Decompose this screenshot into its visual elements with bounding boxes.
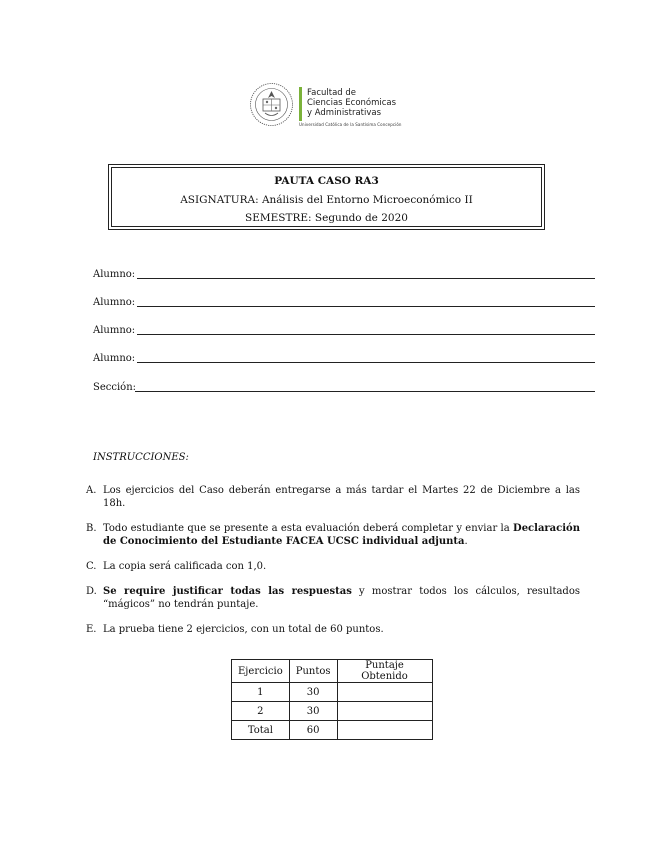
instruction-marker: B. [86,523,97,534]
logo-accent-bar [299,87,302,121]
faculty-logo [249,82,419,132]
instructions-list [86,484,580,648]
exercise-cell: 1 [232,683,290,702]
score-cell[interactable] [337,721,432,740]
student-name-line[interactable] [137,278,595,279]
student-name-line[interactable] [137,362,595,363]
student-field-2 [93,294,595,308]
points-cell: 60 [289,721,337,740]
instruction-text: Todo estudiante que se presente a esta evaluación deberá completar y enviar la [103,523,514,534]
points-cell: 30 [289,702,337,721]
subject-line: ASIGNATURA: Análisis del Entorno Microeconómico II [180,194,473,206]
instruction-text: Los ejercicios del Caso deberán entregarse a más tardar el Martes 22 de Diciembre a las 18h. [103,485,580,509]
instruction-item [86,560,580,573]
exam-title: PAUTA CASO RA3 [274,175,379,187]
student-field-label: Alumno: [93,353,136,364]
table-row [232,721,433,740]
logo-faculty-line-2: Ciencias Económicas [307,98,397,108]
student-field-4 [93,350,595,364]
exam-header-box [108,164,545,230]
exercise-cell: Total [232,721,290,740]
semester-line: SEMESTRE: Segundo de 2020 [245,212,408,224]
exam-header-inner [111,167,542,227]
instruction-text: La prueba tiene 2 ejercicios, con un total de 60 puntos. [103,624,384,635]
student-field-3 [93,322,595,336]
logo-university-name: Universidad Católica de la Santísima Concepción [299,122,402,127]
score-cell[interactable] [337,683,432,702]
university-seal-icon [249,82,294,127]
instruction-item [86,623,580,636]
column-header-points: Puntos [289,660,337,683]
instructions-title: INSTRUCCIONES: [93,452,189,463]
table-row [232,702,433,721]
logo-faculty-line-1: Facultad de [307,88,357,98]
section-line[interactable] [135,391,595,392]
instruction-bold-text: Se require justificar todas las respuestas [103,586,352,597]
score-cell[interactable] [337,702,432,721]
instruction-marker: C. [86,561,97,572]
student-field-label: Alumno: [93,325,136,336]
student-name-line[interactable] [137,334,595,335]
score-table [231,659,433,740]
instruction-text-end: y mostrar todos los cálculos, resultados “mágicos” no tendrán puntaje. [103,586,580,610]
table-header-row [232,660,433,683]
points-cell: 30 [289,683,337,702]
instruction-bold-text: Declaración de Conocimiento del Estudiante FACEA UCSC individual adjunta [103,523,580,547]
instruction-marker: A. [86,485,97,496]
student-field-1 [93,266,595,280]
section-field-label: Sección: [93,382,136,393]
instruction-item [86,484,580,510]
logo-faculty-line-3: y Administrativas [307,108,382,118]
instruction-item [86,585,580,611]
student-name-line[interactable] [137,306,595,307]
instruction-text: La copia será calificada con 1,0. [103,561,267,572]
column-header-score: Puntaje Obtenido [337,660,432,683]
table-row [232,683,433,702]
instruction-marker: E. [86,624,97,635]
student-field-label: Alumno: [93,297,136,308]
section-field [93,379,595,393]
instruction-text-end: . [464,536,468,547]
student-field-label: Alumno: [93,269,136,280]
exercise-cell: 2 [232,702,290,721]
instruction-item [86,522,580,548]
column-header-exercise: Ejercicio [232,660,290,683]
instruction-marker: D. [86,586,97,597]
